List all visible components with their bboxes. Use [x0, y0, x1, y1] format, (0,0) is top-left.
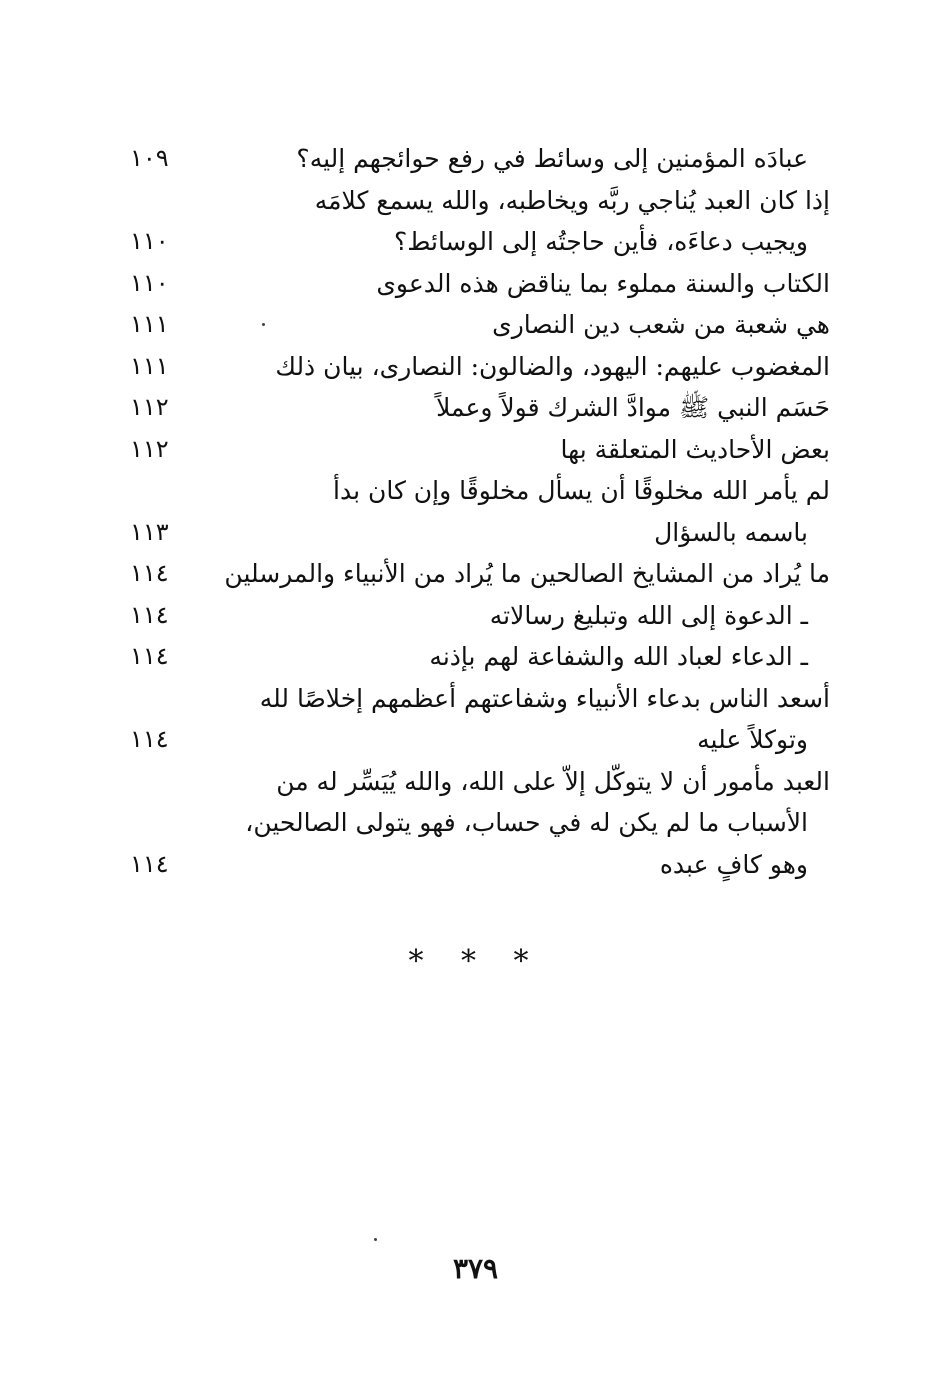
- toc-entry-text: أسعد الناس بدعاء الأنبياء وشفاعتهم أعظمهم إخلاصًا لله: [259, 683, 830, 713]
- toc-row: [130, 387, 830, 429]
- toc-row: [130, 553, 830, 595]
- toc-entry-text: المغضوب عليهم: اليهود، والضالون: النصارى، بيان ذلك: [275, 351, 830, 381]
- toc-page-number: ١١٢: [130, 393, 169, 421]
- toc-row: [130, 719, 830, 761]
- scan-speck: [374, 1238, 377, 1241]
- toc-row: [130, 802, 830, 844]
- toc-entry-text: هي شعبة من شعب دين النصارى: [492, 310, 830, 339]
- toc-entry-text: الأسباب ما لم يكن له في حساب، فهو يتولى الصالحين،: [245, 808, 808, 837]
- page-number: ٣٧٩: [452, 1252, 499, 1285]
- toc-entry-text: وهو كافٍ عبده: [659, 849, 808, 879]
- toc-entry-text: حَسَم النبي ﷺ موادَّ الشرك قولاً وعملاً: [436, 393, 830, 422]
- toc-row: [130, 221, 830, 263]
- toc-row: [130, 180, 830, 222]
- toc-row: [130, 595, 830, 637]
- toc-page-number: ١١٤: [130, 642, 169, 670]
- toc-row: [130, 263, 830, 305]
- toc-row: [130, 844, 830, 886]
- toc-entry-text: العبد مأمور أن لا يتوكّل إلاّ على الله، والله يُيَسِّر له من: [276, 766, 830, 796]
- toc-page-number: ١١٤: [130, 559, 169, 587]
- toc-entry-text: ـ الدعاء لعباد الله والشفاعة لهم بإذنه: [429, 642, 808, 671]
- toc-entry-text: ما يُراد من المشايخ الصالحين ما يُراد من الأنبياء والمرسلين: [224, 559, 830, 588]
- toc-page-number: ١٠٩: [130, 144, 169, 172]
- toc-entry-text: إذا كان العبد يُناجي ربَّه ويخاطبه، والله يسمع كلامَه: [314, 185, 830, 215]
- toc-row: [130, 304, 830, 346]
- toc-entry-text: باسمه بالسؤال: [654, 517, 808, 547]
- toc-row: [130, 346, 830, 388]
- toc-page-number: ١١٤: [130, 725, 169, 753]
- toc-row: [130, 470, 830, 512]
- scan-speck: [262, 323, 265, 326]
- toc-page-number: ١١٤: [130, 600, 169, 629]
- toc-page-number: ١١٢: [130, 434, 169, 463]
- toc-page-number: ١١١: [130, 351, 169, 380]
- toc-entry-text: عبادَه المؤمنين إلى وسائط في رفع حوائجهم إليه؟: [296, 144, 808, 173]
- toc-row: [130, 678, 830, 720]
- toc-page-number: ١١٠: [130, 227, 169, 255]
- toc-page-number: ١١٤: [130, 849, 169, 878]
- toc-row: [130, 429, 830, 471]
- toc-page-number: ١١١: [130, 310, 169, 338]
- toc-entry-text: ويجيب دعاءَه، فأين حاجتُه إلى الوسائط؟: [393, 227, 808, 256]
- toc-row: [130, 138, 830, 180]
- toc-entry-text: وتوكلاً عليه: [697, 725, 808, 754]
- toc-row: [130, 761, 830, 803]
- table-of-contents: [130, 138, 830, 885]
- toc-entry-text: ـ الدعوة إلى الله وتبليغ رسالاته: [489, 600, 808, 630]
- toc-row: [130, 512, 830, 554]
- toc-entry-text: الكتاب والسنة مملوء بما يناقض هذه الدعوى: [376, 268, 830, 298]
- toc-entry-text: بعض الأحاديث المتعلقة بها: [560, 434, 830, 464]
- toc-row: [130, 636, 830, 678]
- toc-page-number: ١١٠: [130, 268, 169, 297]
- section-separator: * * *: [408, 944, 543, 979]
- toc-entry-text: لم يأمر الله مخلوقًا أن يسأل مخلوقًا وإن كان بدأ: [333, 476, 830, 505]
- toc-page-number: ١١٣: [130, 517, 169, 546]
